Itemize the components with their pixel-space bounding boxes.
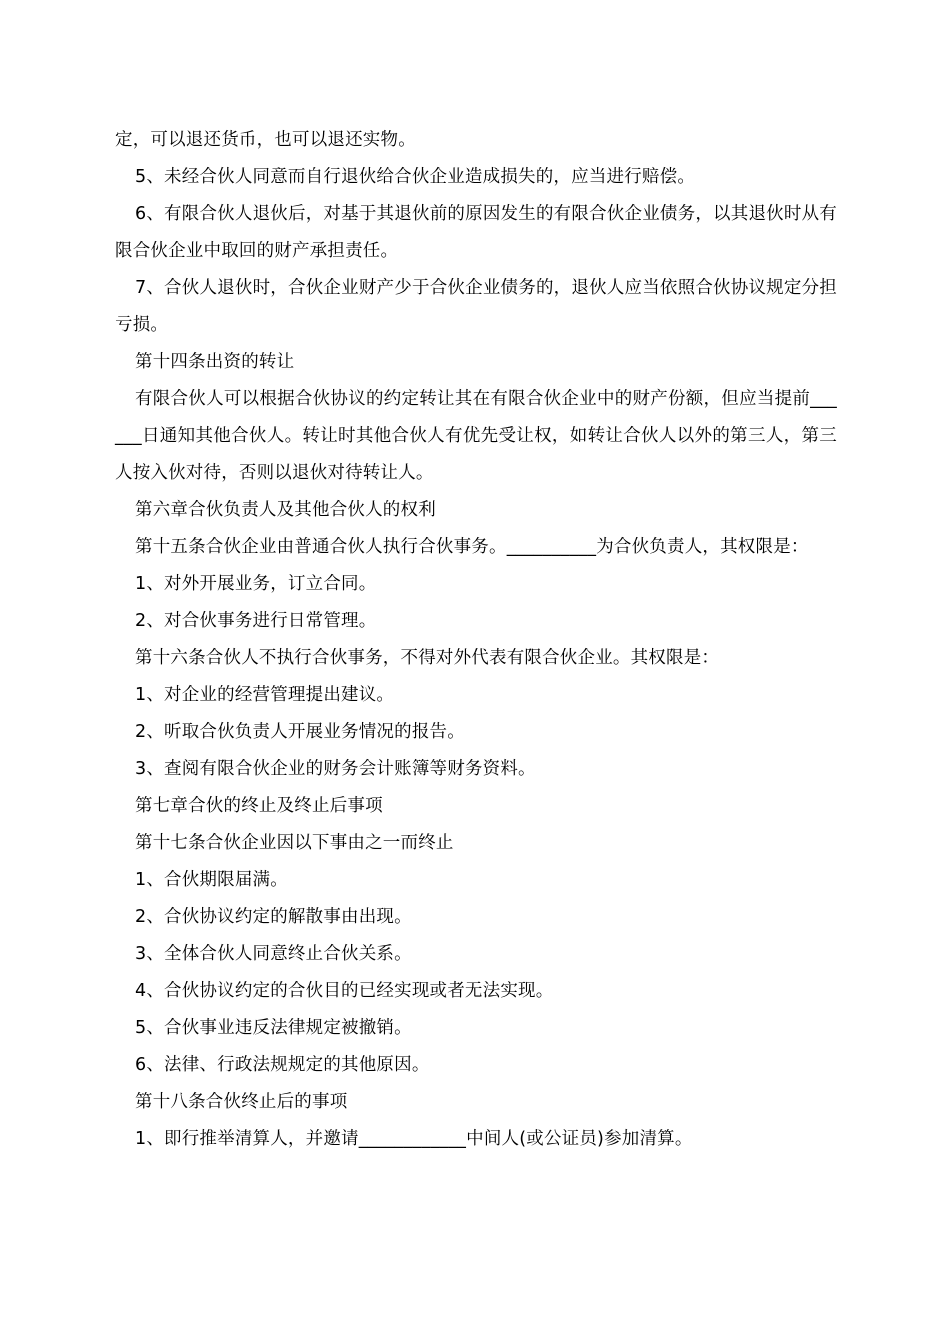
list-item: 2、合伙协议约定的解散事由出现。: [135, 907, 412, 927]
paragraph: 有限合伙人可以根据合伙协议的约定转让其在有限合伙企业中的财产份额，但应当提前______日通知其他合伙人。转让时其他合伙人有优先受让权，如转让合伙人以外的第三人，第三人按入伙对待，否则以退伙对待转让人。: [115, 389, 837, 483]
section-heading: 第十七条合伙企业因以下事由之一而终止: [135, 833, 454, 853]
chapter-heading: 第六章合伙负责人及其他合伙人的权利: [135, 500, 436, 520]
paragraph: 5、未经合伙人同意而自行退伙给合伙企业造成损失的，应当进行赔偿。: [135, 167, 696, 187]
list-item: 1、对外开展业务，订立合同。: [135, 574, 377, 594]
list-item: 1、即行推举清算人，并邀请____________中间人(或公证员)参加清算。: [135, 1129, 693, 1149]
list-item: 2、对合伙事务进行日常管理。: [135, 611, 377, 631]
chapter-heading: 第七章合伙的终止及终止后事项: [135, 796, 383, 816]
list-item: 5、合伙事业违反法律规定被撤销。: [135, 1018, 412, 1038]
list-item: 3、全体合伙人同意终止合伙关系。: [135, 944, 412, 964]
list-item: 3、查阅有限合伙企业的财务会计账簿等财务资料。: [135, 759, 536, 779]
list-item: 1、合伙期限届满。: [135, 870, 288, 890]
list-item: 1、对企业的经营管理提出建议。: [135, 685, 395, 705]
paragraph: 7、合伙人退伙时，合伙企业财产少于合伙企业债务的，退伙人应当依照合伙协议规定分担亏损。: [115, 278, 837, 335]
section-heading: 第十四条出资的转让: [135, 352, 295, 372]
section-heading: 第十八条合伙终止后的事项: [135, 1092, 348, 1112]
paragraph: 第十六条合伙人不执行合伙事务，不得对外代表有限合伙企业。其权限是：: [135, 648, 720, 668]
paragraph: 定，可以退还货币，也可以退还实物。: [115, 130, 416, 150]
paragraph: 第十五条合伙企业由普通合伙人执行合伙事务。__________为合伙负责人，其权限是：: [135, 537, 809, 557]
list-item: 4、合伙协议约定的合伙目的已经实现或者无法实现。: [135, 981, 554, 1001]
list-item: 6、法律、行政法规规定的其他原因。: [135, 1055, 430, 1075]
list-item: 2、听取合伙负责人开展业务情况的报告。: [135, 722, 465, 742]
document-body: [115, 122, 837, 1158]
paragraph: 6、有限合伙人退伙后，对基于其退伙前的原因发生的有限合伙企业债务，以其退伙时从有限合伙企业中取回的财产承担责任。: [115, 204, 837, 261]
